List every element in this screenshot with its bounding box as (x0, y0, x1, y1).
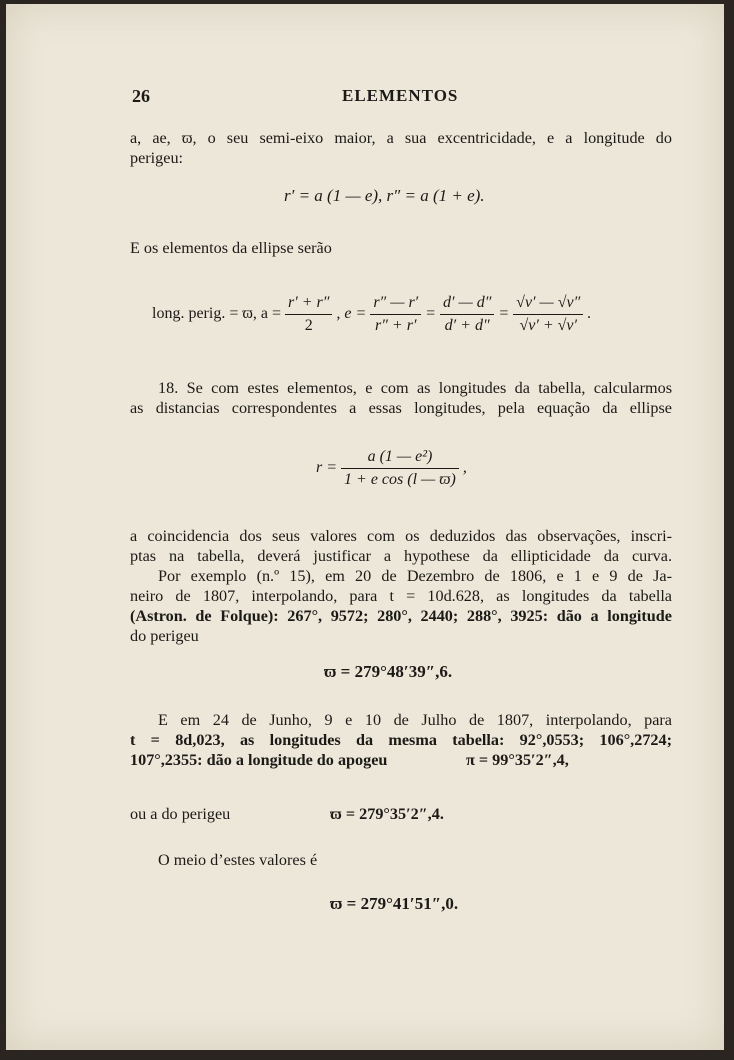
equation-ellipse (316, 448, 467, 489)
fraction-numerator: r′ + r″ (288, 294, 330, 311)
fraction-e2 (440, 294, 494, 335)
equation-lead: long. perig. = ϖ, a = (152, 305, 281, 323)
fraction-ellipse (341, 448, 459, 489)
paragraph-line: a, ae, ϖ, o seu semi-eixo maior, a sua excentricidade, e a longitude do (130, 129, 672, 147)
running-title: ELEMENTOS (342, 86, 459, 105)
fraction-numerator: √v′ — √v″ (516, 294, 581, 311)
paragraph-line: a coincidencia dos seus valores com os deduzidos das observações, inscri- (130, 527, 672, 545)
equation-radii: r′ = a (1 — e), r″ = a (1 + e). (284, 186, 485, 205)
equation-label: , e = (336, 305, 367, 323)
paragraph-line: as distancias correspondentes a essas longitudes, pela equação da ellipse (130, 399, 672, 417)
paragraph-line: ou a do perigeu (130, 805, 231, 823)
paragraph-line: do perigeu (130, 627, 199, 645)
fraction-e3 (513, 294, 583, 335)
equation-lead: r = (316, 459, 338, 477)
fraction-denominator: d′ + d″ (440, 314, 494, 335)
paragraph-line: Por exemplo (n.º 15), em 20 de Dezembro de 1806, e 1 e 9 de Ja- (158, 567, 672, 585)
paragraph-line: 18. Se com estes elementos, e com as longitudes da tabella, calcularmos (158, 379, 672, 397)
equation-perigee: ϖ = 279°48′39″,6. (324, 662, 453, 681)
equals-sign: = (498, 305, 510, 323)
page-header (132, 86, 684, 108)
equals-sign: = (425, 305, 436, 323)
fraction-e1 (370, 294, 421, 335)
paragraph-line: E os elementos da ellipse serão (130, 239, 332, 257)
page-number: 26 (132, 86, 150, 106)
paragraph-line: (Astron. de Folque): 267°, 9572; 280°, 2440; 288°, 3925: dão a longitude (130, 607, 672, 625)
fraction-denominator: 2 (285, 314, 332, 335)
equation-apogee: π = 99°35′2″,4, (466, 751, 569, 769)
paragraph-line: E em 24 de Junho, 9 e 10 de Julho de 1807, interpolando, para (158, 711, 672, 729)
equation-end: . (587, 305, 592, 323)
paragraph-line: O meio d’estes valores é (158, 851, 318, 869)
paragraph-line: t = 8d,023, as longitudes da mesma tabella: 92°,0553; 106°,2724; (130, 731, 672, 749)
fraction-numerator: a (1 — e²) (367, 448, 433, 465)
fraction-denominator: r″ + r′ (370, 314, 421, 335)
fraction-numerator: r″ — r′ (373, 294, 419, 311)
fraction-denominator: √v′ + √v′ (513, 314, 583, 335)
paragraph-line: 107°,2355: dão a longitude do apogeu (130, 751, 388, 769)
paragraph-line: perigeu: (130, 149, 184, 167)
equation-end: , (462, 459, 467, 477)
paragraph-line: ptas na tabella, deverá justificar a hypothese da ellipticidade da curva. (130, 547, 672, 565)
fraction-denominator: 1 + e cos (l — ϖ) (341, 468, 459, 489)
equation-elements (152, 294, 591, 335)
fraction-a (285, 294, 332, 335)
fraction-numerator: d′ — d″ (442, 294, 492, 311)
equation-perigee-alt: ϖ = 279°35′2″,4. (330, 805, 444, 823)
equation-mean: ϖ = 279°41′51″,0. (330, 894, 459, 913)
paragraph-line: neiro de 1807, interpolando, para t = 10d.628, as longitudes da tabella (130, 587, 672, 605)
